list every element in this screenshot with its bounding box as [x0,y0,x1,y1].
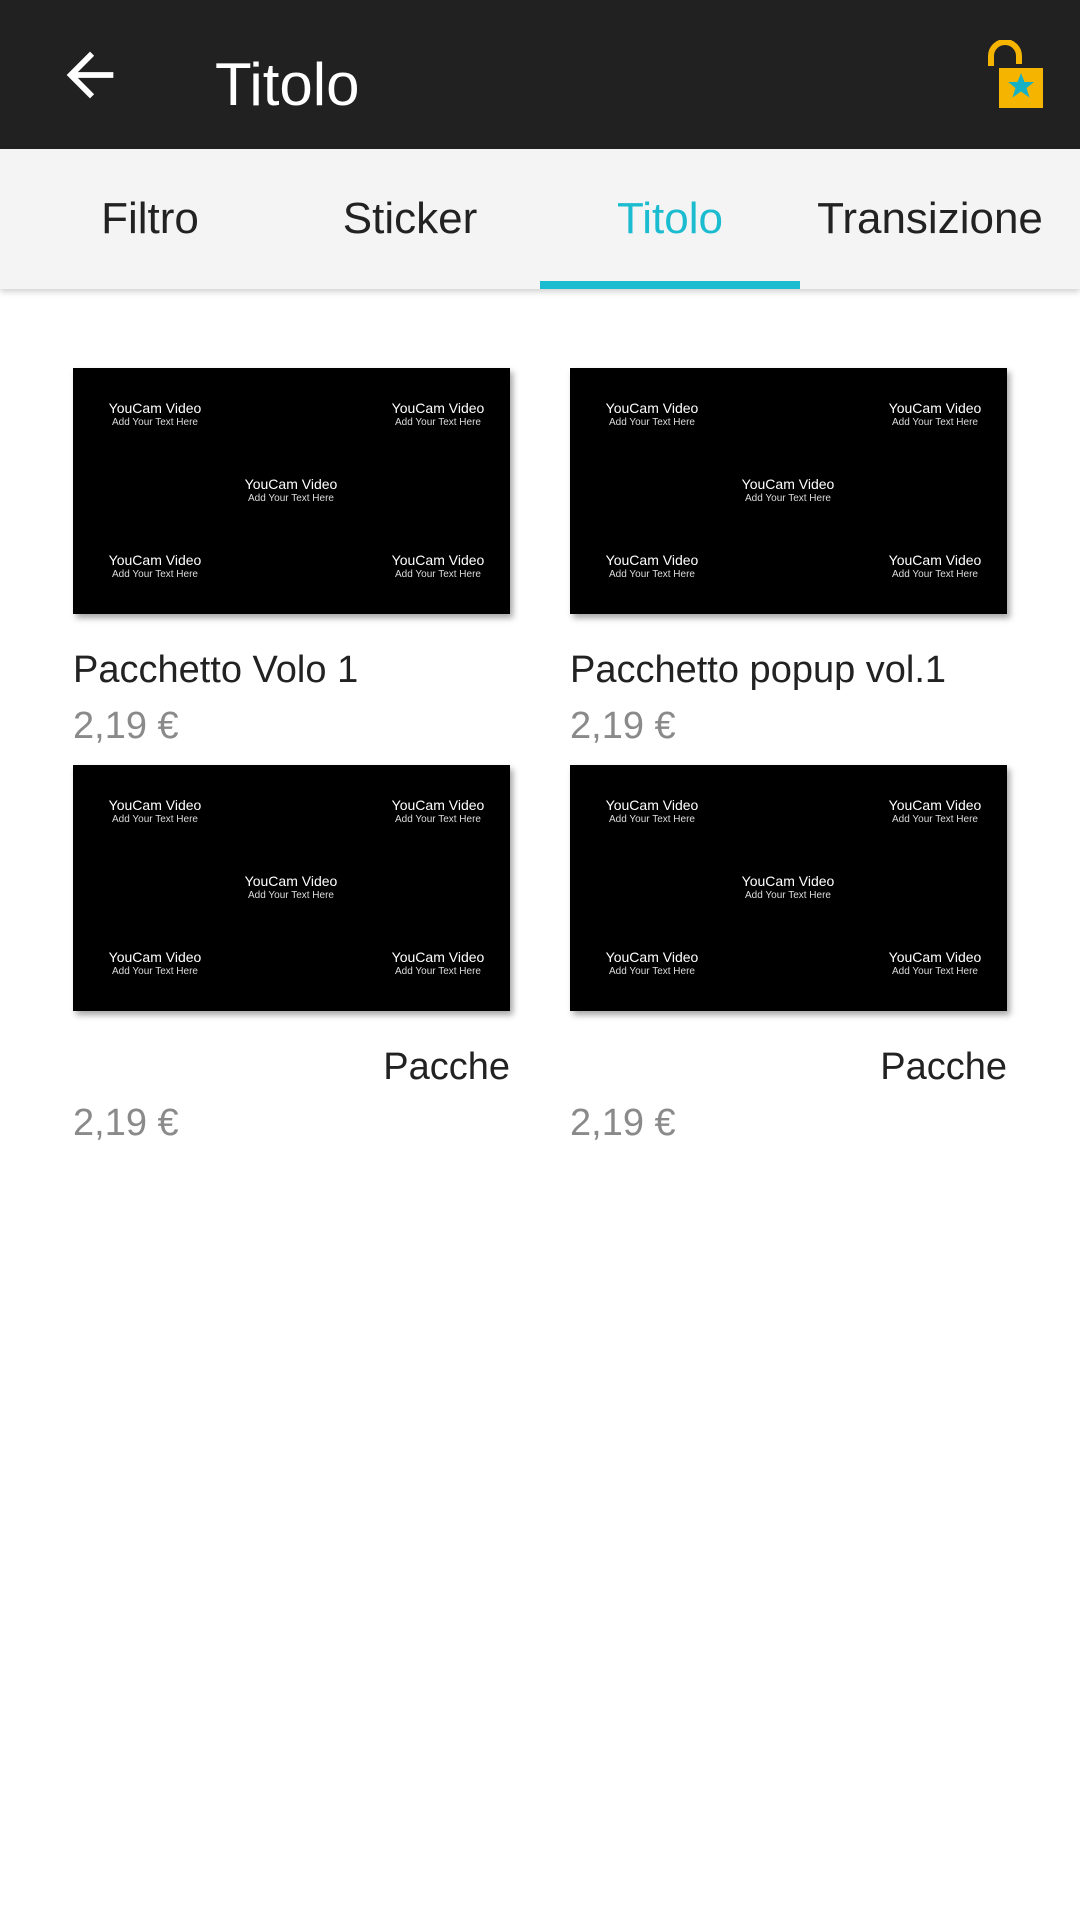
watermark: YouCam Video Add Your Text Here [108,949,202,977]
arrow-left-icon [55,40,125,110]
pack-title: Pacche [383,1046,510,1088]
watermark: YouCam Video Add Your Text Here [741,873,835,901]
pack-card[interactable] [570,368,1007,765]
unlock-button[interactable] [970,30,1060,120]
pack-price: 2,19 € [73,705,179,747]
tab-transizione[interactable] [800,149,1060,289]
pack-thumbnail [73,368,510,614]
tab-label: Filtro [101,194,199,243]
tab-sticker[interactable] [280,149,540,289]
watermark: YouCam Video Add Your Text Here [108,552,202,580]
watermark: YouCam Video Add Your Text Here [605,797,699,825]
active-tab-indicator [540,281,800,289]
pack-title: Pacchetto Volo 1 [73,649,359,691]
pack-title: Pacchetto popup vol.1 [570,649,947,691]
pack-card[interactable] [570,765,1007,1162]
watermark: YouCam Video Add Your Text Here [391,949,485,977]
tab-label: Sticker [342,194,478,243]
watermark: YouCam Video Add Your Text Here [244,476,338,504]
tab-titolo[interactable] [540,149,800,289]
watermark: YouCam Video Add Your Text Here [108,797,202,825]
pack-thumbnail [570,765,1007,1011]
pack-card[interactable] [73,368,510,765]
pack-grid [73,368,1008,1162]
unlock-star-icon [983,40,1047,110]
back-button[interactable] [40,30,140,120]
pack-title: Pacche [880,1046,1007,1088]
tab-filtro[interactable] [20,149,280,289]
tab-label: Titolo [617,194,723,243]
pack-thumbnail [73,765,510,1011]
watermark: YouCam Video Add Your Text Here [391,400,485,428]
watermark: YouCam Video Add Your Text Here [888,400,982,428]
tab-label: Transizione [817,194,1043,243]
watermark: YouCam Video Add Your Text Here [244,873,338,901]
top-app-bar [0,0,1080,149]
watermark: YouCam Video Add Your Text Here [605,552,699,580]
watermark: YouCam Video Add Your Text Here [888,949,982,977]
watermark: YouCam Video Add Your Text Here [605,949,699,977]
pack-price: 2,19 € [570,705,676,747]
watermark: YouCam Video Add Your Text Here [741,476,835,504]
tab-bar [0,149,1080,289]
watermark: YouCam Video Add Your Text Here [605,400,699,428]
watermark: YouCam Video Add Your Text Here [108,400,202,428]
watermark: YouCam Video Add Your Text Here [888,797,982,825]
watermark: YouCam Video Add Your Text Here [391,797,485,825]
pack-card[interactable] [73,765,510,1162]
watermark: YouCam Video Add Your Text Here [391,552,485,580]
pack-price: 2,19 € [570,1102,676,1144]
pack-thumbnail [570,368,1007,614]
page-title: Titolo [215,51,360,118]
pack-price: 2,19 € [73,1102,179,1144]
watermark: YouCam Video Add Your Text Here [888,552,982,580]
